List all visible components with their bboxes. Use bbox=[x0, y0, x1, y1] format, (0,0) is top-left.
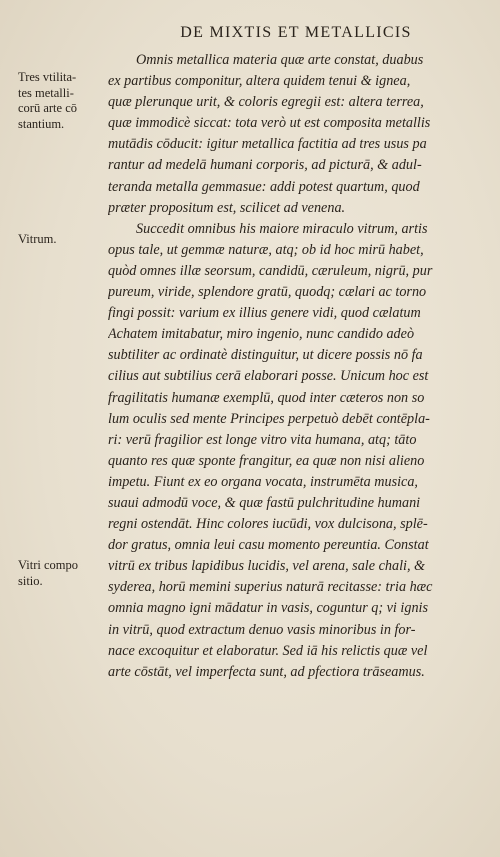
marginal-note-line: sitio. bbox=[18, 573, 43, 588]
text-line: quæ immodicè siccat: tota verò ut est composita metallis bbox=[108, 115, 431, 132]
text-line: impetu. Fiunt ex eo organa vocata, instrumēta musica, bbox=[108, 473, 418, 490]
marginal-note-line: corū arte cō bbox=[18, 101, 77, 115]
marginal-note-tres-utilitates bbox=[18, 70, 108, 132]
marginal-note-vitri-compositio bbox=[18, 558, 108, 589]
text-line: Achatem imitabatur, miro ingenio, nunc candido adeò bbox=[108, 326, 415, 343]
marginal-note-line: Vitrum. bbox=[18, 232, 57, 246]
text-line: dor gratus, omnia leui casu momento pereuntia. Constat bbox=[108, 537, 429, 554]
text-line: suaui admodū voce, & quæ fastū pulchritudine humani bbox=[108, 494, 421, 511]
text-line: Omnis metallica materia quæ arte constat, duabus bbox=[136, 52, 424, 68]
text-line: omnia magno igni mādatur in vasis, coguntur q; vi ignis bbox=[108, 600, 429, 617]
text-line: vitrū ex tribus lapidibus lucidis, vel arena, sale chali, & bbox=[108, 558, 426, 575]
running-header: DE MIXTIS ET METALLICIS bbox=[180, 24, 412, 41]
marginal-note-line: Tres vtilita- bbox=[18, 70, 77, 84]
text-line: lum oculis sed mente Principes perpetuò debēt contēpla- bbox=[108, 410, 430, 427]
text-line: mutādis cōducit: igitur metallica factitia ad tres usus pa bbox=[108, 136, 427, 153]
text-line: quòd omnes illæ seorsum, candidū, cæruleum, nigrū, pur bbox=[108, 262, 433, 279]
marginal-note-line: Vitri compo bbox=[18, 558, 79, 572]
text-line: teranda metalla gemmasue: addi potest quartum, quod bbox=[108, 178, 420, 195]
text-line: subtiliter ac ordinatè distinguitur, ut dicere possis nō fa bbox=[108, 347, 423, 364]
marginal-note-line: stantium. bbox=[18, 116, 65, 131]
text-line: pureum, viride, splendore gratū, quodq; cælari ac torno bbox=[108, 284, 427, 301]
text-line: ex partibus componitur, altera quidem tenui & ignea, bbox=[108, 73, 411, 90]
text-line: præter propositum est, scilicet ad venena. bbox=[108, 199, 346, 216]
text-line: nace excoquitur et elaboratur. Sed iā his relictis quæ vel bbox=[108, 642, 428, 659]
text-line: rantur ad medelā humani corporis, ad picturā, & adul- bbox=[108, 157, 422, 174]
text-line: fragilitatis humanæ exemplū, quod inter cæteros non so bbox=[108, 389, 425, 406]
text-line: fingi possit: varium ex illius genere vidi, quod cælatum bbox=[108, 305, 421, 322]
text-line: opus tale, ut gemmæ naturæ, atq; ob id hoc mirū habet, bbox=[108, 241, 424, 258]
text-line: syderea, horū memini superius naturā recitasse: tria hæc bbox=[108, 579, 433, 596]
marginal-note-vitrum bbox=[18, 232, 108, 248]
marginal-note-line: tes metalli- bbox=[18, 85, 74, 100]
text-line: arte cōstāt, vel imperfecta sunt, ad pfectiora trāseamus. bbox=[108, 663, 425, 680]
text-line: quæ plerunque urit, & coloris egregii est: altera terrea, bbox=[108, 94, 424, 111]
text-line: regni ostendāt. Hinc colores iucūdi, vox dulcisona, splē- bbox=[108, 516, 428, 533]
text-line: in vitrū, quod extractum denuo vasis minoribus in for- bbox=[108, 621, 416, 638]
body-text bbox=[108, 50, 492, 683]
text-line: Succedit omnibus his maiore miraculo vitrum, artis bbox=[136, 220, 428, 237]
text-line: ri: verū fragilior est longe vitro vita humana, atq; tāto bbox=[108, 431, 417, 448]
text-line: cilius aut subtilius cerā elaborari posse. Unicum hoc est bbox=[108, 368, 429, 385]
text-line: quanto res quæ sponte frangitur, ea quæ non nisi alieno bbox=[108, 452, 425, 469]
